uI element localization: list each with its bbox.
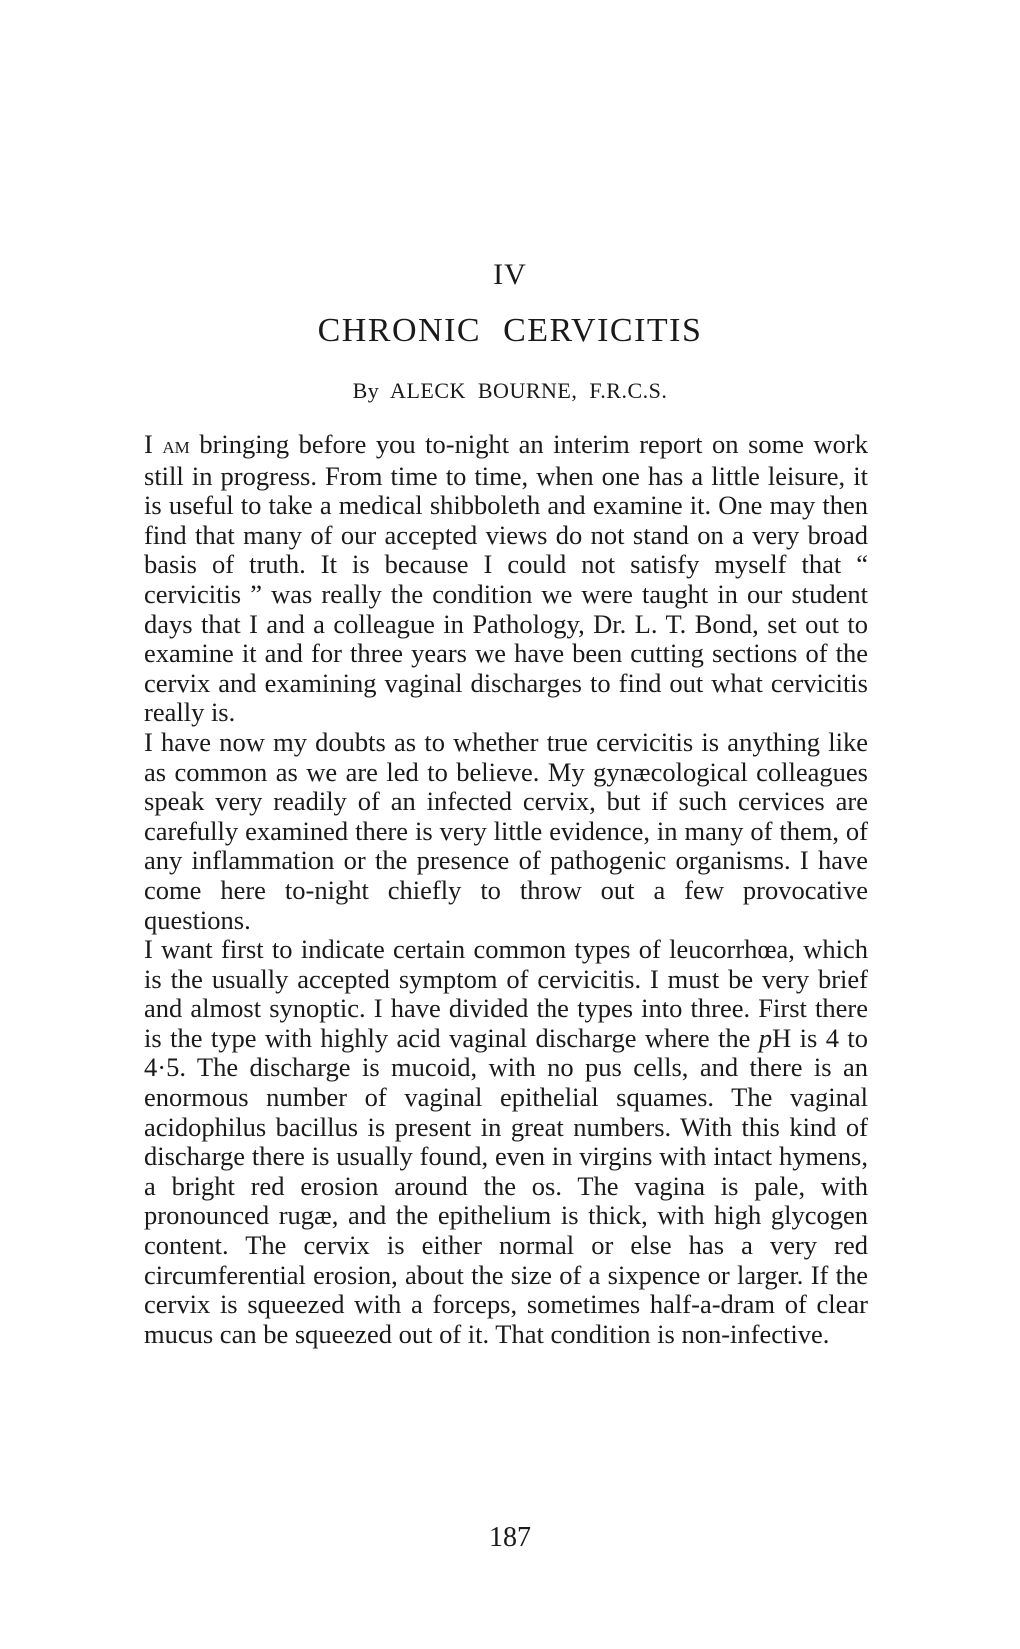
paragraph-3	[144, 935, 868, 1349]
paragraph-1	[144, 430, 868, 728]
paragraph-1-text: bringing before you to-night an interim report on some work still in progress. From time to time, when one has a little leisure, it is useful to take a medical shibboleth and examine it. One may then find that many of our accepted views do not stand on a very broad basis of truth. It is because I could not satisfy myself that “ cervicitis ” was really the condition we were taught in our student days that I and a colleague in Pathology, Dr. L. T. Bond, set out to examine it and for three years we have been cutting sections of the cervix and examining vaginal discharges to find out what cervicitis really is.	[144, 429, 869, 728]
paragraph-1-smallcaps: am	[162, 433, 190, 459]
paragraph-2: I have now my doubts as to whether true cervicitis is anything like as common as we are led to believe. My gynæcological colleagues speak very readily of an infected cervix, but if such cervices are carefully examined there is very little evidence, in many of them, of any inflammation or the presence of pathogenic organisms. I have come here to-night chiefly to throw out a few provocative questions.	[144, 726, 868, 935]
page-number: 187	[489, 1522, 531, 1553]
article-body	[144, 430, 868, 1349]
paragraph-1-lead: I	[144, 429, 163, 459]
article-title: CHRONIC CERVICITIS	[317, 312, 703, 349]
paragraph-3-text-a: I want first to indicate certain common types of leucorrhœa, which is the usually accepted symptom of cervicitis. I must be very brief and almost synoptic. I have divided the types into three. First there is the type with highly acid vaginal discharge where the	[144, 934, 868, 1053]
paragraph-3-text-b: H is 4 to 4·5. The discharge is mucoid, with no pus cells, and there is an enormous number of vaginal epithelial squames. The vaginal acidophilus bacillus is present in great numbers. With this kind of discharge there is usually found, even in virgins with intact hymens, a bright red erosion around the os. The vagina is pale, with pronounced rugæ, and the epithelium is thick, with high glycogen content. The cervix is either normal or else has a very red circumferential erosion, about the size of a sixpence or larger. If the cervix is squeezed with a forceps, sometimes half-a-dram of clear mucus can be squeezed out of it. That condition is non-infective.	[144, 1022, 868, 1349]
paragraph-3-ph-italic: p	[758, 1022, 773, 1053]
chapter-number: IV	[493, 258, 527, 291]
author-byline: By ALECK BOURNE, F.R.C.S.	[352, 378, 668, 403]
